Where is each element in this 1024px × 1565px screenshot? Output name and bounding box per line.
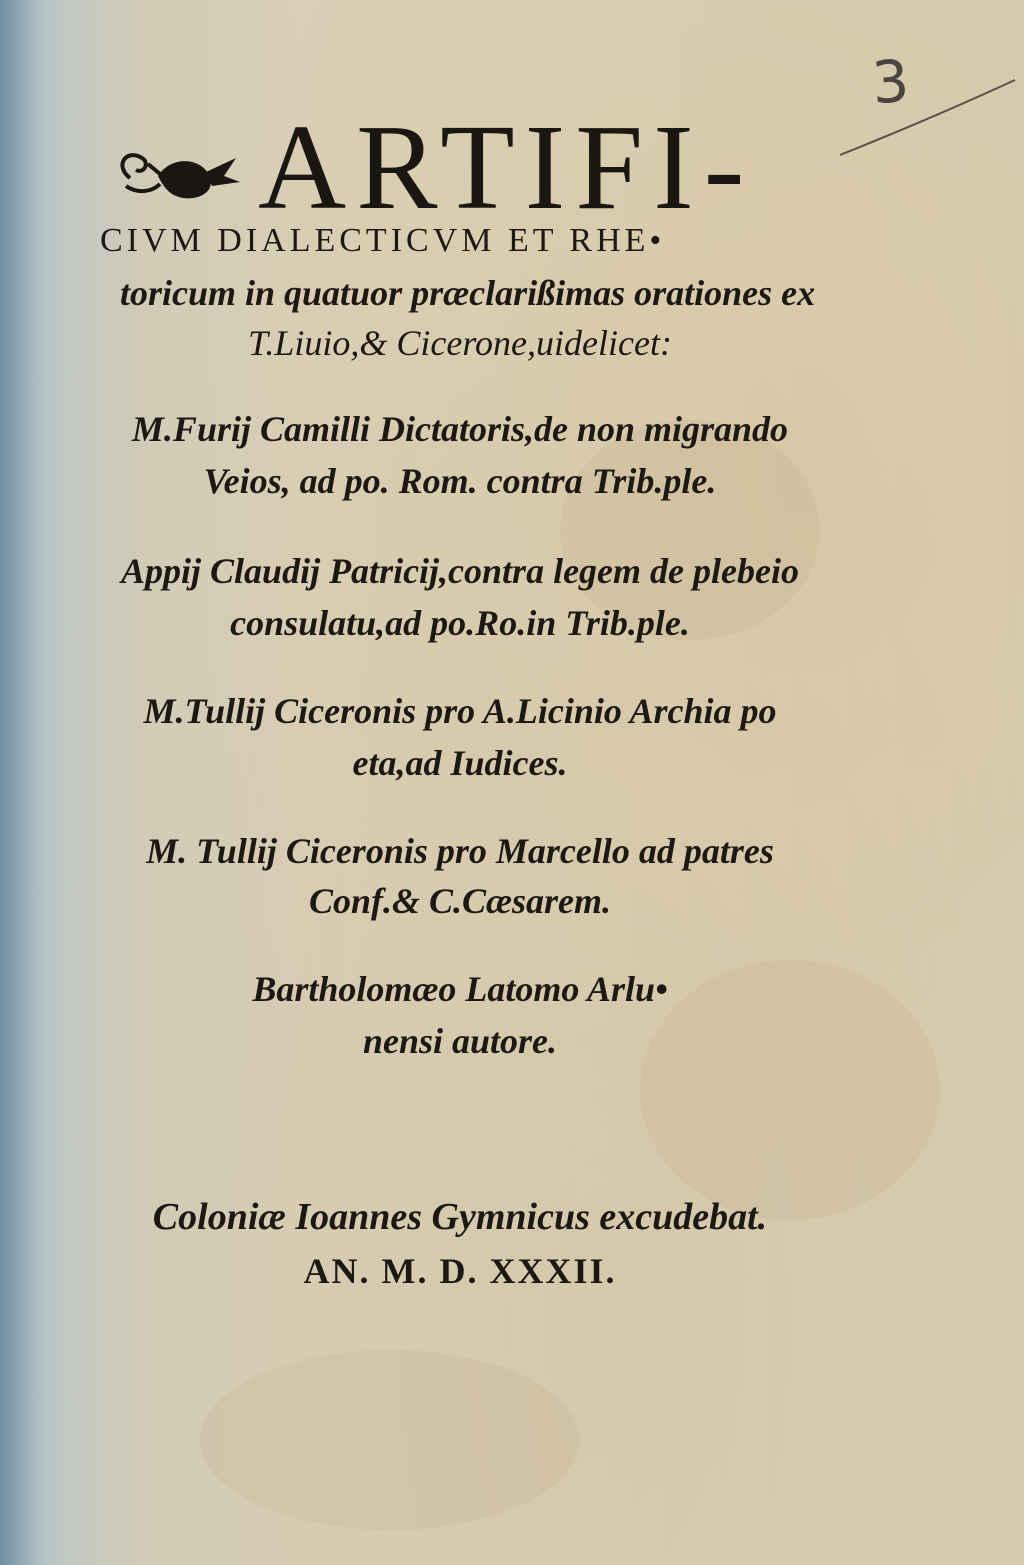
oration-1-line-1: M.Furij Camilli Dictatoris,de non migrando bbox=[131, 409, 789, 449]
oration-2-line-1: Appij Claudij Patricij,contra legem de plebeio bbox=[121, 551, 799, 591]
handwritten-number: 3 bbox=[869, 46, 912, 118]
imprint-date: AN. M. D. XXXII. bbox=[303, 1251, 617, 1291]
paper-stain bbox=[200, 1350, 580, 1530]
imprint-line-1: Coloniæ Ioannes Gymnicus excudebat. bbox=[152, 1196, 768, 1238]
title-caps-line: CIVM DIALECTICVM ET RHE• bbox=[100, 222, 666, 259]
title-subtitle-line-2: T.Liuio,& Cicerone,uidelicet: bbox=[248, 323, 672, 363]
oration-2-line-2: consulatu,ad po.Ro.in Trib.ple. bbox=[230, 603, 690, 643]
oration-1-line-2: Veios, ad po. Rom. contra Trib.ple. bbox=[203, 461, 717, 501]
pencil-stroke bbox=[830, 55, 1020, 165]
oration-3-line-2: eta,ad Iudices. bbox=[352, 743, 568, 783]
author-line-2: nensi autore. bbox=[362, 1021, 558, 1061]
fleuron-ornament-icon bbox=[108, 138, 248, 208]
title-subtitle-line-1: toricum in quatuor præclarißimas orationes ex bbox=[120, 273, 816, 313]
oration-4-line-1: M. Tullij Ciceronis pro Marcello ad patres bbox=[146, 831, 774, 871]
oration-4-line-2: Conf.& C.Cæsarem. bbox=[308, 881, 612, 921]
page-edge-shadow bbox=[0, 0, 40, 1565]
title-heading: ARTIFI- bbox=[258, 100, 755, 235]
author-line-1: Bartholomæo Latomo Arlu• bbox=[252, 969, 668, 1009]
oration-3-line-1: M.Tullij Ciceronis pro A.Licinio Archia po bbox=[143, 691, 777, 731]
title-row bbox=[108, 100, 808, 235]
